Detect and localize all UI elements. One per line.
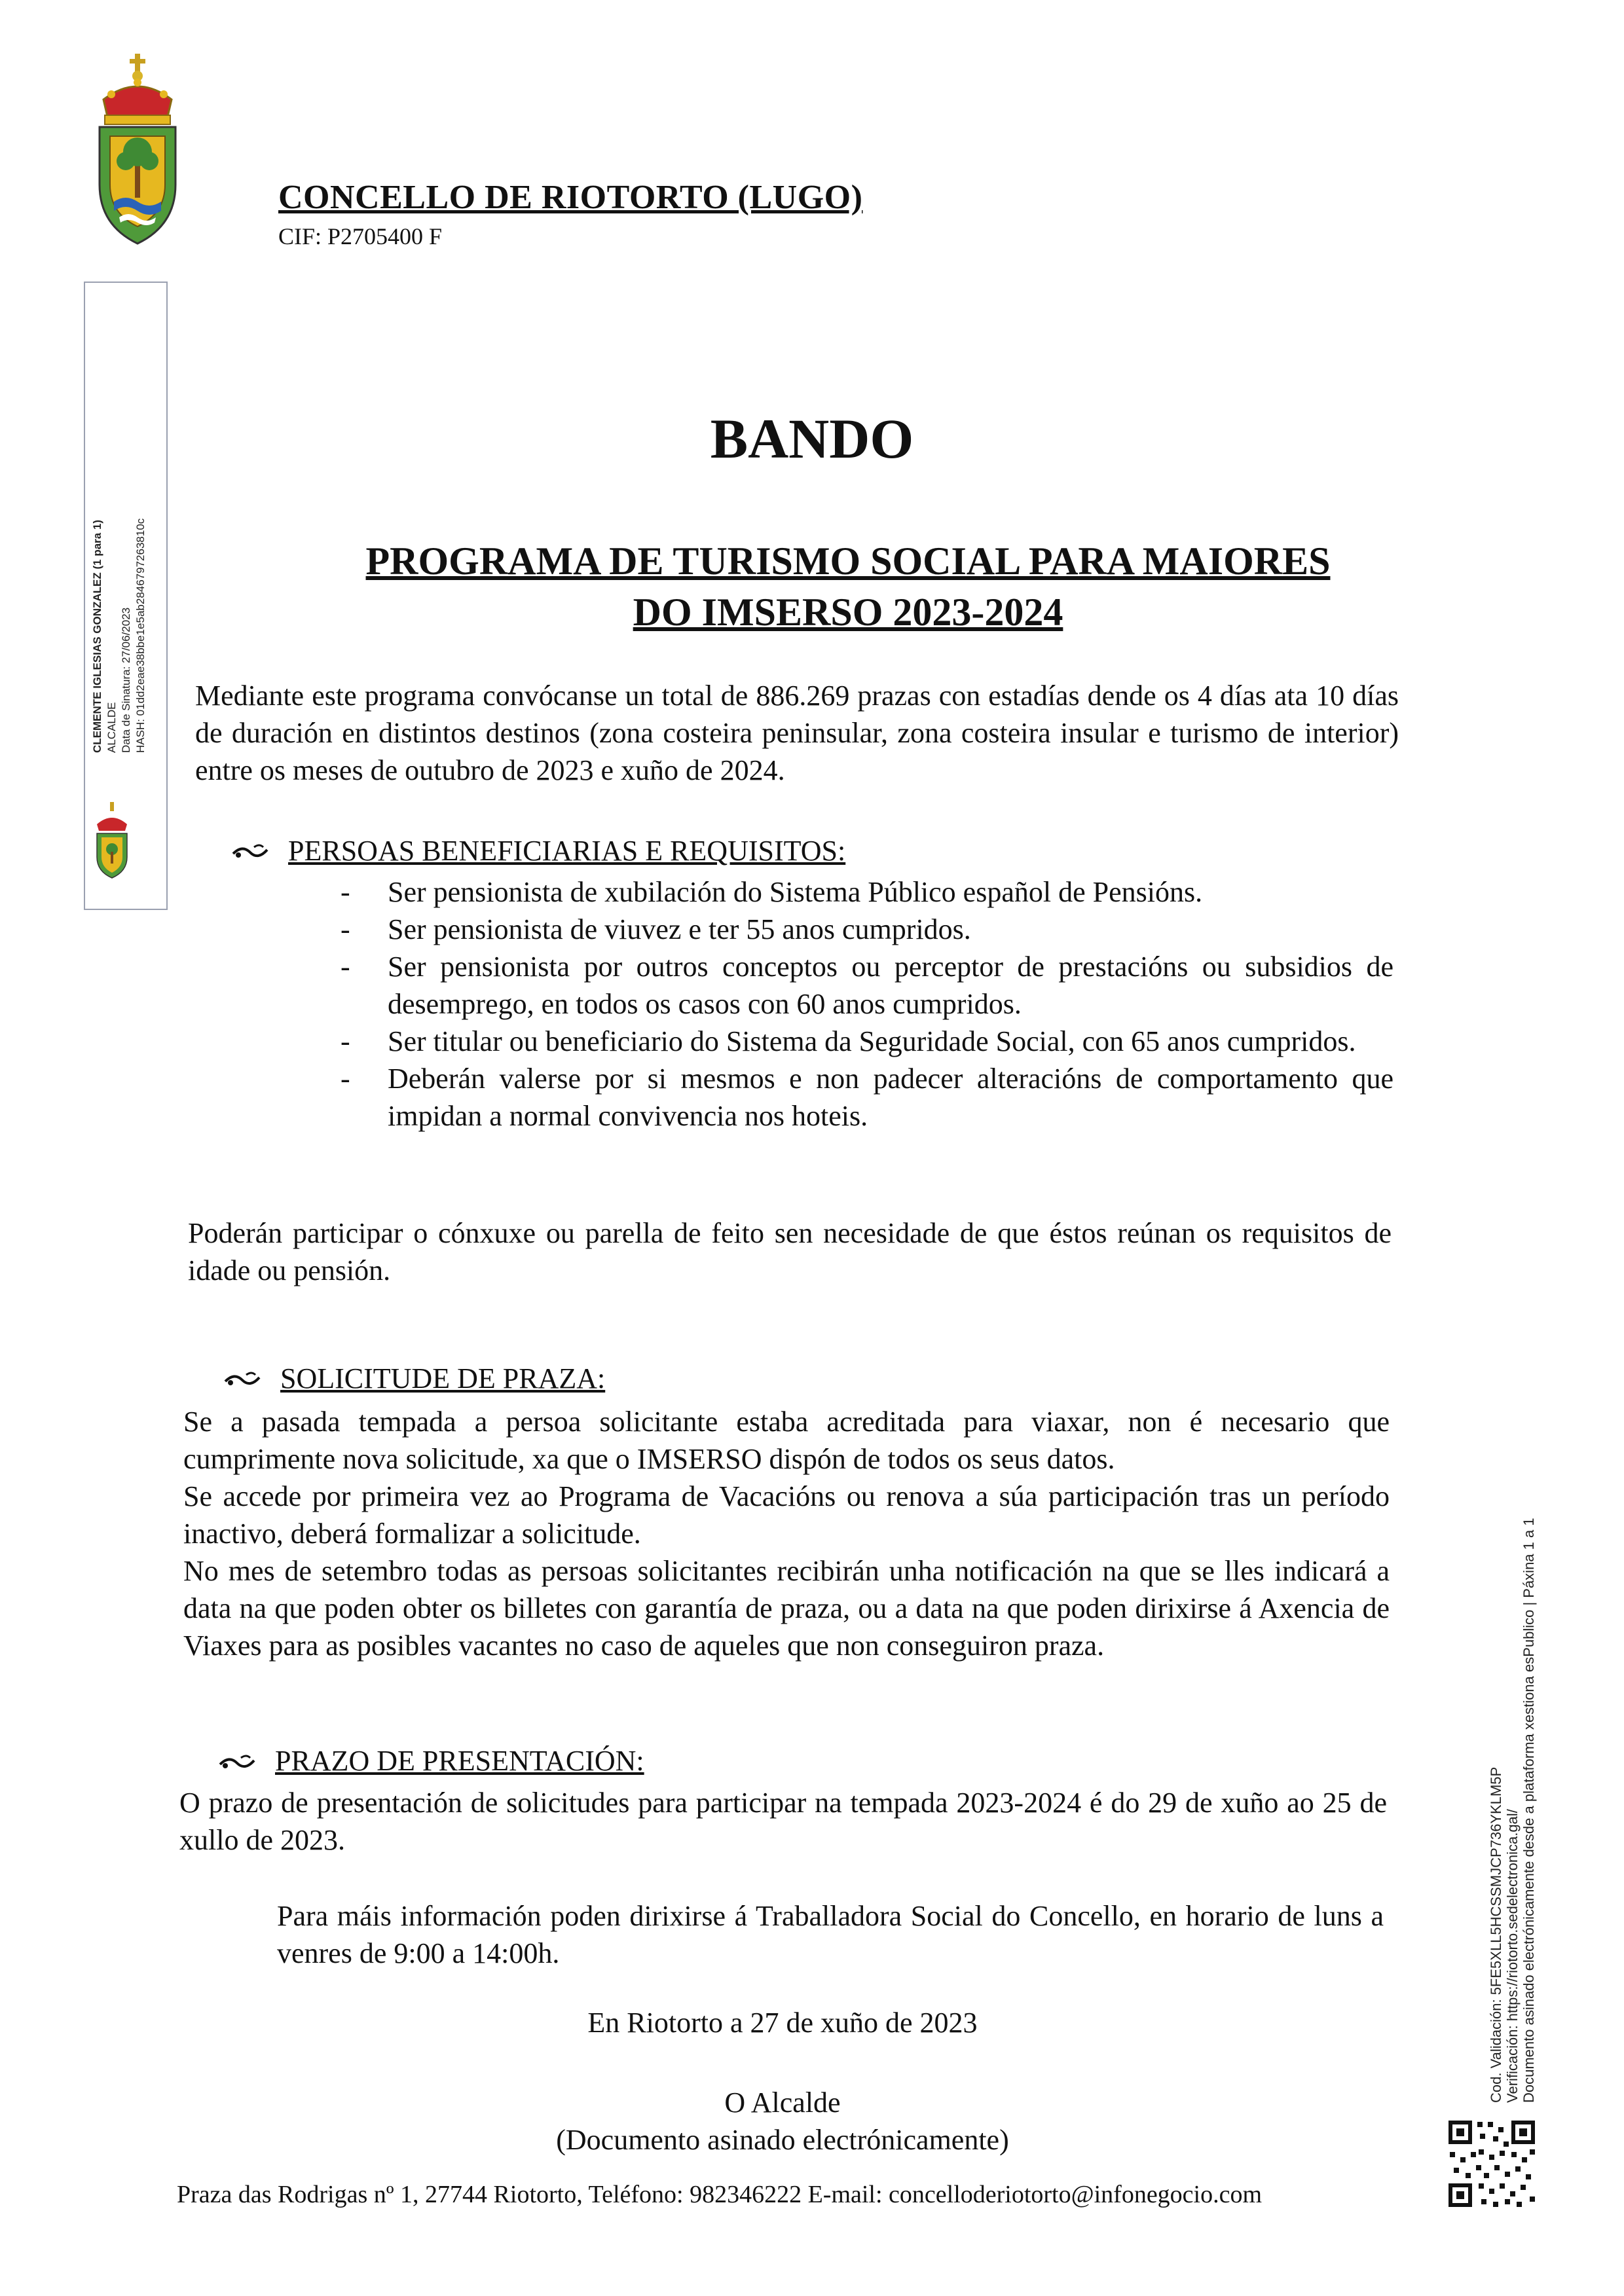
validation-url: Verificación: https://riotorto.sedelectronica.gal/ [1504,1809,1521,2103]
signer-title: O Alcalde [724,2086,841,2119]
list-item: - Ser titular ou beneficiario do Sistema da Seguridade Social, con 65 anos cumpridos. [341,1023,1393,1060]
program-title-line1: PROGRAMA DE TURISMO SOCIAL PARA MAIORES [365,539,1331,583]
signature-hash: HASH: 01dd2eae38bbe1e5ab2846797263810c [134,518,147,753]
section-application-title: SOLICITUDE DE PRAZA: [280,1362,606,1394]
fleuron-bullet-icon [217,1754,257,1771]
spouse-note-paragraph: Poderán participar o cónxuxe ou parella de feito sen necesidade de que éstos reúnan os requisitos de idade ou pensión. [188,1217,1392,1286]
list-item: - Ser pensionista por outros conceptos ou perceptor de prestacións ou subsidios de desemprego, en todos os casos con 60 anos cumpridos. [341,948,1393,1023]
program-title [288,536,1408,638]
signer-role: ALCALDE [105,702,118,753]
section-deadline-title: PRAZO DE PRESENTACIÓN: [275,1745,644,1777]
validation-note: Documento asinado electrónicamente desde a plataforma xestiona esPublico | Páxina 1 a 1 [1521,1518,1537,2103]
list-item: - Ser pensionista de xubilación do Sistema Público español de Pensións. [341,873,1393,911]
signer-name: CLEMENTE IGLESIAS GONZALEZ (1 para 1) [91,519,103,753]
list-item: - Ser pensionista de viuvez e ter 55 anos cumpridos. [341,911,1393,948]
more-info-paragraph: Para máis información poden dirixirse á Traballadora Social do Concello, en horario de luns a venres de 9:00 a 14:00h. [277,1900,1384,1969]
fleuron-bullet-icon [231,843,270,860]
coat-of-arms-icon [93,802,131,879]
validation-code: Cod. Validación: 5FE5XLL5HCSSMJCP736YKLM5P [1488,1766,1504,2103]
qr-code-icon [1446,2118,1538,2210]
section-beneficiaries-title: PERSOAS BENEFICIARIAS E REQUISITOS: [288,835,846,867]
list-item: - Deberán valerse por si mesmos e non padecer alteracións de comportamento que impidan a normal convivencia nos hoteis. [341,1060,1393,1135]
fleuron-bullet-icon [223,1371,262,1388]
signer-note: (Documento asinado electrónicamente) [556,2124,1009,2156]
deadline-paragraph: O prazo de presentación de solicitudes para participar na tempada 2023-2024 é do 29 de xuño ao 25 de xullo de 2023. [179,1787,1387,1856]
validation-text [1488,1518,1537,2103]
signature-date: Data de Sinatura: 27/06/2023 [120,607,132,753]
date-line: En Riotorto a 27 de xuño de 2023 [587,2007,978,2039]
application-paragraph: Se accede por primeira vez ao Programa de Vacacións ou renova a súa participación tras un período inactivo, deberá formalizar a solicitude. [183,1480,1390,1550]
coat-of-arms-icon [92,54,183,250]
municipality-cif: CIF: P2705400 F [278,223,443,249]
application-paragraph: Se a pasada tempada a persoa solicitante estaba acreditada para viaxar, non é necesario que cumprimente nova solicitude, xa que o IMSERSO dispón de todos os seus datos. [183,1406,1390,1475]
application-paragraph: No mes de setembro todas as persoas solicitantes recibirán unha notificación na que se lles indicará a data na que poden obter os billetes con garantía de praza, ou a data na que poden dirixirse á Axencia de Viaxes para as posibles vacantes no caso de aqueles que non conseguiron praza. [183,1555,1390,1662]
signature-stamp-text [90,519,148,753]
municipality-title: CONCELLO DE RIOTORTO (LUGO) [278,179,863,216]
document-heading: BANDO [710,407,914,470]
footer-contact: Praza das Rodrigas nº 1, 27744 Riotorto, Teléfono: 982346222 E-mail: concelloderiotorto@infonegocio.com [177,2181,1263,2208]
requirements-list [341,873,1393,1135]
application-paragraphs [183,1403,1390,1664]
signer-block [0,2084,1565,2159]
intro-paragraph: Mediante este programa convócanse un total de 886.269 prazas con estadías dende os 4 días ata 10 días de duración en distintos destinos (zona costeira peninsular, zona costeira insular e turismo de interior) entre os meses de outubro de 2023 e xuño de 2024. [195,680,1399,786]
program-title-line2: DO IMSERSO 2023-2024 [633,591,1063,634]
